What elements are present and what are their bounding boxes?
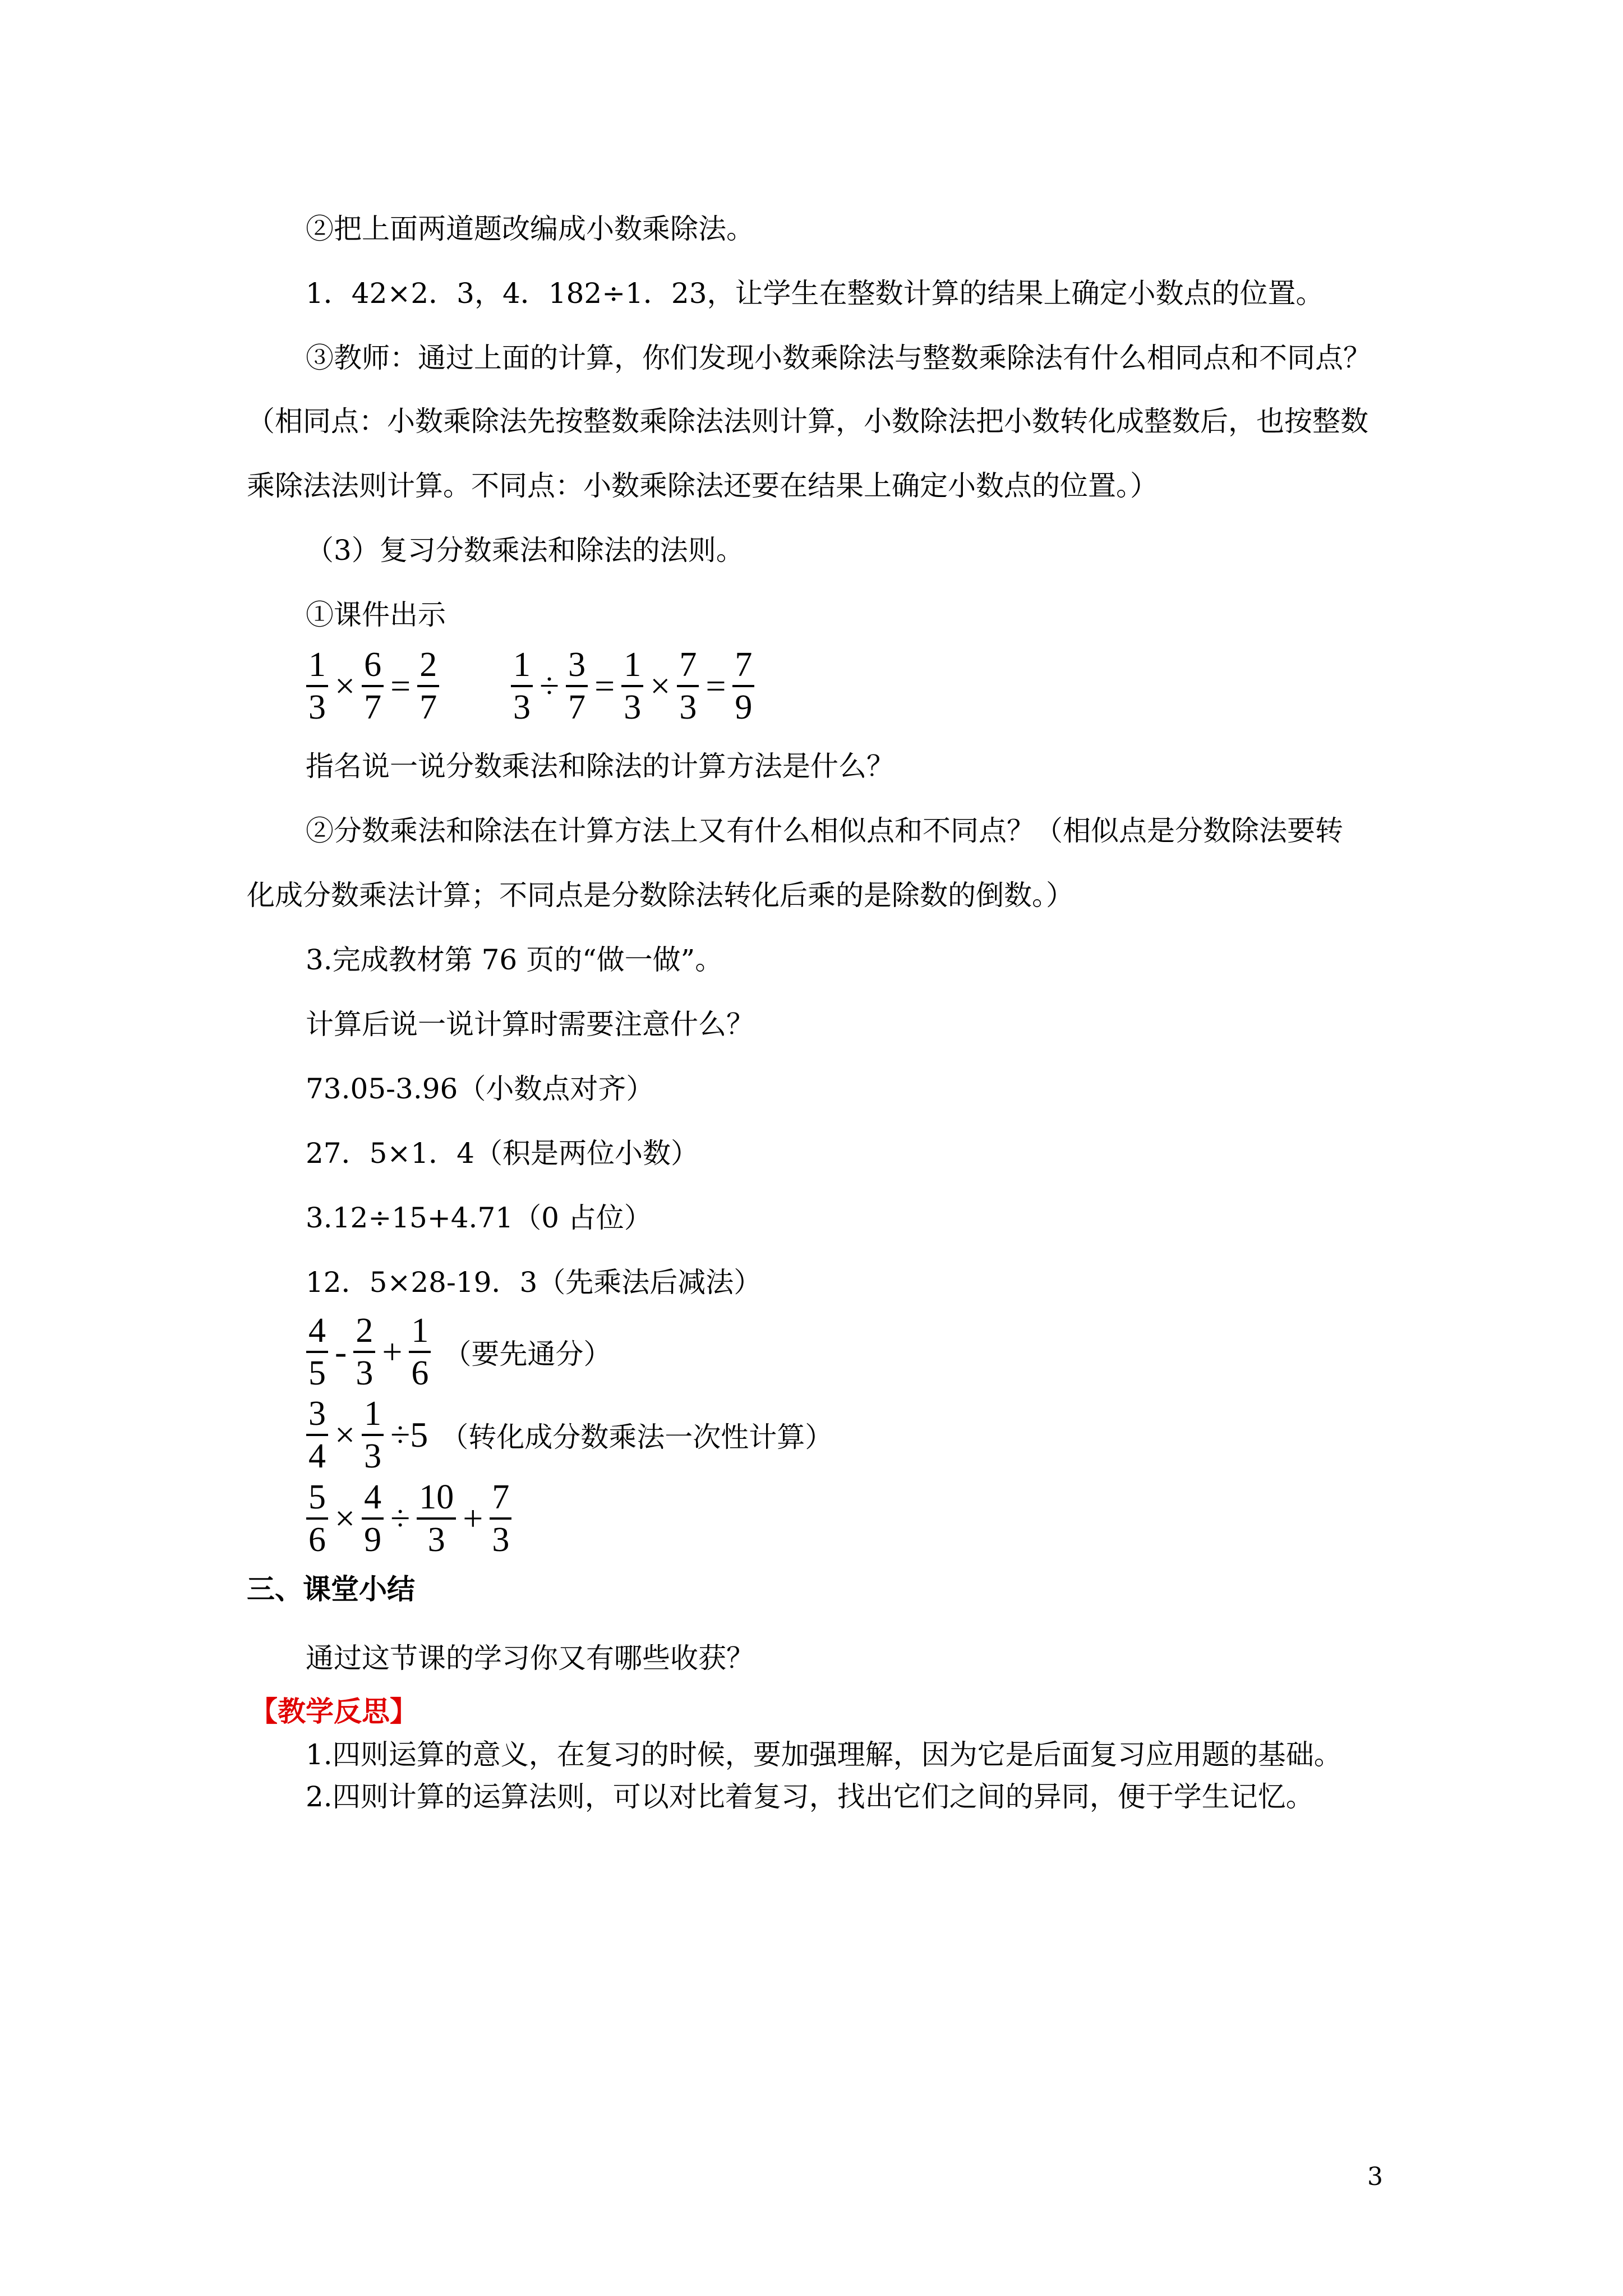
operator: × xyxy=(335,1498,356,1538)
section-heading: 三、课堂小结 xyxy=(247,1573,415,1605)
text-line: 3.完成教材第 76 页的“做一做”。 xyxy=(306,944,723,976)
denominator: 4 xyxy=(308,1437,326,1475)
fraction xyxy=(409,1313,431,1391)
numerator: 7 xyxy=(492,1478,510,1516)
fraction-equation-multiply xyxy=(303,644,442,728)
numerator: 7 xyxy=(679,646,697,684)
reflection-title: 【教学反思】 xyxy=(250,1695,418,1728)
denominator: 5 xyxy=(308,1354,326,1392)
fraction-exercise-2 xyxy=(303,1393,833,1477)
numerator: 1 xyxy=(364,1395,382,1433)
operator: ÷ xyxy=(540,666,560,706)
text-line: ②把上面两道题改编成小数乘除法。 xyxy=(306,213,754,245)
text-line: 27．5×1．4（积是两位小数） xyxy=(306,1137,699,1170)
numerator: 1 xyxy=(624,646,642,684)
operator: × xyxy=(335,666,356,706)
text-line: ①课件出示 xyxy=(306,599,446,631)
fraction xyxy=(490,1479,511,1558)
fraction xyxy=(353,1313,375,1391)
denominator: 3 xyxy=(679,688,697,726)
numerator: 3 xyxy=(308,1395,326,1433)
numerator: 1 xyxy=(411,1312,429,1350)
denominator: 3 xyxy=(356,1354,374,1392)
fraction xyxy=(362,1396,384,1474)
page-number: 3 xyxy=(1367,2162,1383,2191)
reflection-item: 2.四则计算的运算法则，可以对比着复习，找出它们之间的异同，便于学生记忆。 xyxy=(306,1780,1314,1813)
text-line: 73.05-3.96（小数点对齐） xyxy=(306,1073,654,1105)
operator: = xyxy=(390,666,411,706)
numerator: 10 xyxy=(419,1478,454,1516)
operator: + xyxy=(463,1498,483,1538)
exercise-note: （要先通分） xyxy=(443,1338,612,1370)
reflection-item: 1.四则运算的意义，在复习的时候，要加强理解，因为它是后面复习应用题的基础。 xyxy=(306,1738,1342,1771)
fraction-exercise-3 xyxy=(303,1476,515,1561)
operator: × xyxy=(650,666,671,706)
denominator: 3 xyxy=(427,1521,445,1559)
operator: ÷ xyxy=(390,1498,411,1538)
denominator: 3 xyxy=(624,688,642,726)
fraction xyxy=(306,1313,328,1391)
fraction-equation-divide xyxy=(508,644,758,728)
text-line: 计算后说一说计算时需要注意什么？ xyxy=(306,1008,754,1041)
text-line: 化成分数乘法计算；不同点是分数除法转化后乘的是除数的倒数。） xyxy=(247,879,1074,912)
text-line: 3.12÷15+4.71（0 占位） xyxy=(306,1202,652,1234)
fraction xyxy=(417,1479,456,1558)
denominator: 9 xyxy=(364,1521,382,1559)
text-line: （相同点：小数乘除法先按整数乘除法法则计算，小数除法把小数转化成整数后，也按整数 xyxy=(247,405,1368,438)
fraction xyxy=(362,1479,384,1558)
text-line: ②分数乘法和除法在计算方法上又有什么相似点和不同点？（相似点是分数除法要转 xyxy=(306,815,1343,847)
denominator: 6 xyxy=(308,1521,326,1559)
fraction xyxy=(732,647,754,725)
denominator: 6 xyxy=(411,1354,429,1392)
exercise-note: （转化成分数乘法一次性计算） xyxy=(440,1421,833,1453)
numerator: 6 xyxy=(364,646,382,684)
operator: ÷5 xyxy=(390,1415,428,1455)
fraction xyxy=(417,647,439,725)
numerator: 2 xyxy=(419,646,437,684)
denominator: 3 xyxy=(364,1437,382,1475)
fraction xyxy=(362,647,384,725)
denominator: 7 xyxy=(568,688,586,726)
operator: = xyxy=(594,666,615,706)
fraction-exercise-1 xyxy=(303,1310,611,1394)
denominator: 3 xyxy=(308,688,326,726)
operator: × xyxy=(335,1415,356,1455)
denominator: 3 xyxy=(513,688,531,726)
fraction xyxy=(677,647,699,725)
fraction xyxy=(511,647,533,725)
fraction xyxy=(306,1396,328,1474)
numerator: 1 xyxy=(513,646,531,684)
denominator: 7 xyxy=(364,688,382,726)
text-line: 乘除法法则计算。不同点：小数乘除法还要在结果上确定小数点的位置。） xyxy=(247,470,1158,502)
numerator: 7 xyxy=(735,646,753,684)
text-line: ③教师：通过上面的计算，你们发现小数乘除法与整数乘除法有什么相同点和不同点？ xyxy=(306,342,1371,374)
numerator: 5 xyxy=(308,1478,326,1516)
fraction xyxy=(566,647,588,725)
operator: - xyxy=(335,1332,347,1372)
operator: = xyxy=(706,666,726,706)
text-line: 指名说一说分数乘法和除法的计算方法是什么？ xyxy=(306,750,895,783)
fraction xyxy=(306,1479,328,1558)
denominator: 7 xyxy=(419,688,437,726)
fraction xyxy=(621,647,643,725)
numerator: 4 xyxy=(364,1478,382,1516)
text-line: 1．42×2．3，4．182÷1．23，让学生在整数计算的结果上确定小数点的位置。 xyxy=(306,277,1324,310)
text-line: （3）复习分数乘法和除法的法则。 xyxy=(306,534,744,567)
fraction xyxy=(306,647,328,725)
text-line: 12．5×28-19．3（先乘法后减法） xyxy=(306,1266,762,1299)
text-line: 通过这节课的学习你又有哪些收获？ xyxy=(306,1642,754,1674)
operator: + xyxy=(382,1332,403,1372)
numerator: 1 xyxy=(308,646,326,684)
numerator: 3 xyxy=(568,646,586,684)
denominator: 9 xyxy=(735,688,753,726)
numerator: 4 xyxy=(308,1312,326,1350)
numerator: 2 xyxy=(356,1312,374,1350)
denominator: 3 xyxy=(492,1521,510,1559)
